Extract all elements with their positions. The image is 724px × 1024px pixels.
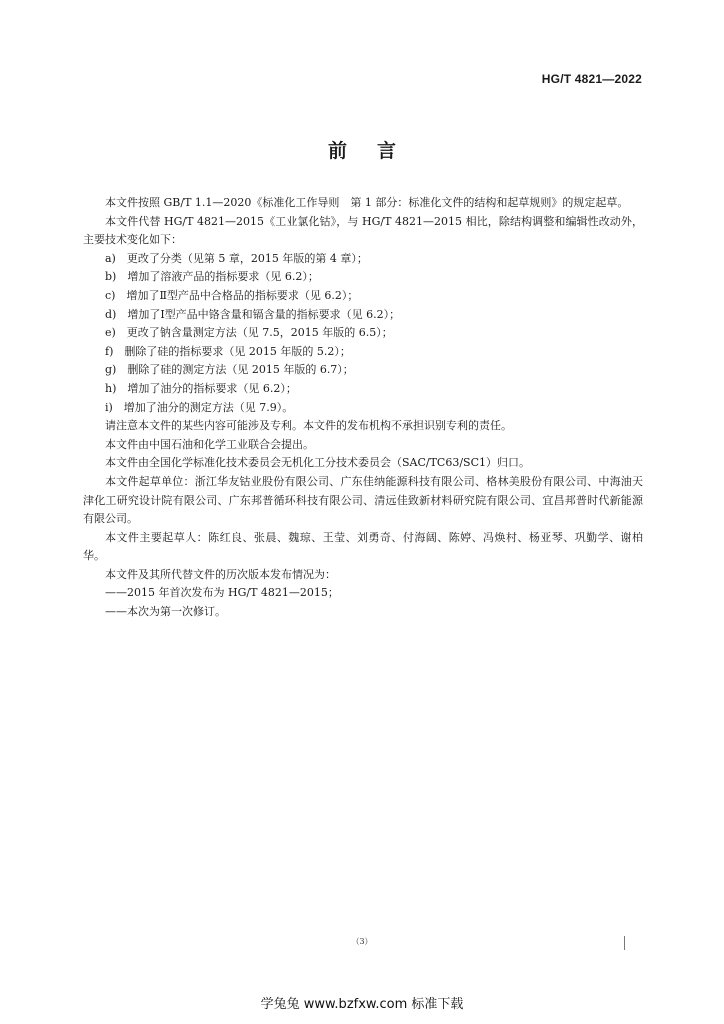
page-title: 前言: [327, 140, 426, 162]
paragraph-drafting-rules: 本文件按照 GB/T 1.1—2020《标准化工作导则 第 1 部分：标准化文件的结构和起草规则》的规定起草。: [105, 196, 629, 209]
page-number: （3）: [351, 937, 373, 946]
document-body: [83, 194, 643, 622]
paragraph-version-history: 本文件及其所代替文件的历次版本发布情况为：: [105, 567, 336, 581]
scan-edge-mark: [624, 936, 625, 950]
standard-number: HG/T 4821—2022: [541, 72, 642, 86]
paragraph-committee: 本文件由全国化学标准化技术委员会无机化工分技术委员会（SAC/TC63/SC1）归口。: [105, 456, 531, 470]
change-item-f: f) 删除了硅的指标要求（见 2015 年版的 5.2）；: [105, 344, 351, 358]
change-item-e: e) 更改了钠含量测定方法（见 7.5，2015 年版的 6.5）；: [105, 326, 393, 340]
change-item-h: h) 增加了油分的指标要求（见 6.2）；: [105, 381, 297, 395]
change-item-i: i) 增加了油分的测定方法（见 7.9）。: [105, 400, 294, 414]
paragraph-replacement: 本文件代替 HG/T 4821—2015《工业氯化钴》，与 HG/T 4821—2015 相比，除结构调整和编辑性改动外，主要技术变化如下：: [83, 214, 643, 247]
change-item-c: c) 增加了Ⅱ型产品中合格品的指标要求（见 6.2）；: [105, 288, 359, 302]
download-watermark: 学兔兔 www.bzfxw.com 标准下载: [260, 997, 464, 1012]
paragraph-patent-notice: 请注意本文件的某些内容可能涉及专利。本文件的发布机构不承担识别专利的责任。: [105, 419, 512, 433]
history-item-2015: ——2015 年首次发布为 HG/T 4821—2015；: [105, 586, 339, 600]
paragraph-drafters: 本文件主要起草人：陈红良、张晨、魏琼、王莹、刘勇奇、付海阔、陈婷、冯焕村、杨亚琴、巩勤学、谢柏华。: [83, 530, 643, 563]
change-item-b: b) 增加了溶液产品的指标要求（见 6.2）；: [105, 270, 319, 284]
change-item-a: a) 更改了分类（见第 5 章，2015 年版的第 4 章）；: [105, 251, 368, 265]
change-item-d: d) 增加了Ⅰ型产品中铬含量和镉含量的指标要求（见 6.2）；: [105, 307, 401, 321]
history-item-current: ——本次为第一次修订。: [105, 605, 226, 619]
change-item-g: g) 删除了硅的测定方法（见 2015 年版的 6.7）；: [105, 363, 354, 377]
paragraph-proposer: 本文件由中国石油和化学工业联合会提出。: [105, 437, 314, 451]
paragraph-drafting-units: 本文件起草单位：浙江华友钴业股份有限公司、广东佳纳能源科技有限公司、格林美股份有限公司、中海油天津化工研究设计院有限公司、广东邦普循环科技有限公司、清远佳致新材料研究院有限公司、宜昌邦普时代新能源有限公司。: [83, 474, 643, 526]
